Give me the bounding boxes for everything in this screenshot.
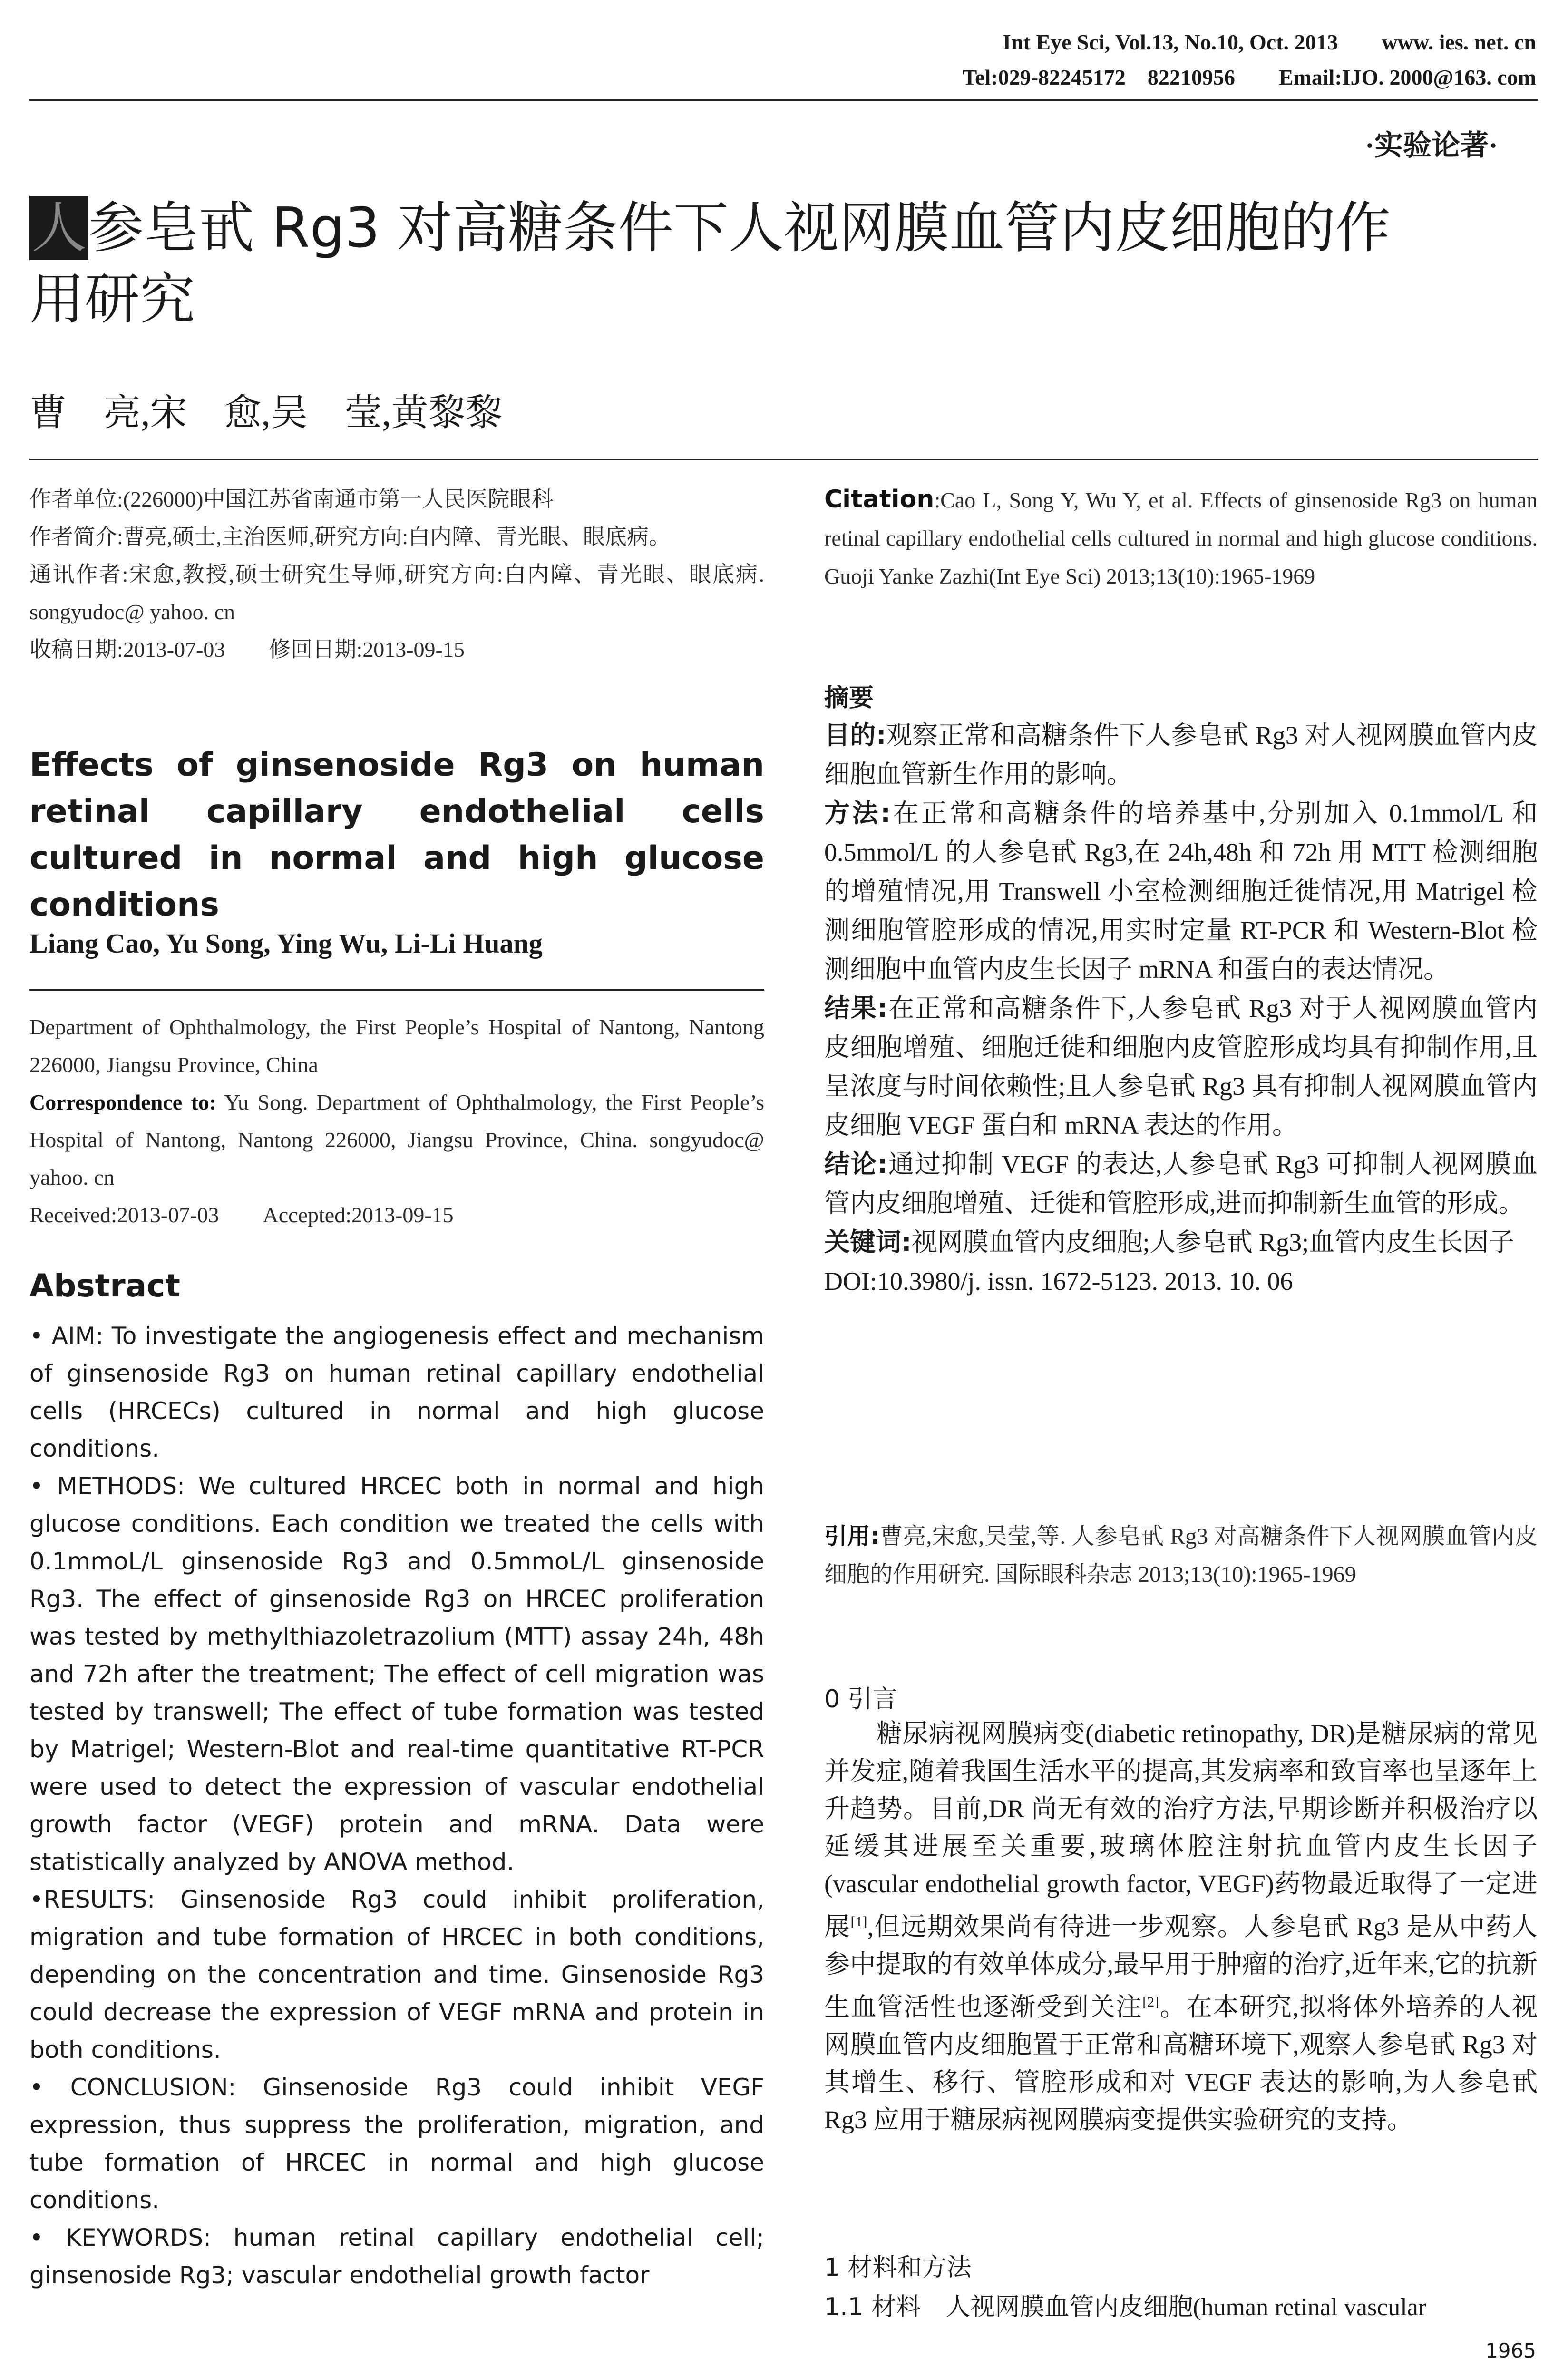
conclusion-text: 通过抑制 VEGF 的表达,人参皂甙 Rg3 可抑制人视网膜血管内皮细胞增殖、迁徙和管腔形成,进而抑制新生血管的形成。 [824,1150,1538,1218]
reference-2: [2] [1142,1994,1159,2010]
abstract-cn-conclusion [824,1145,1538,1223]
abstract-heading: Abstract [29,1267,180,1304]
reference-1: [1] [850,1914,867,1929]
authors-rule [29,459,1538,460]
purpose-text: 观察正常和高糖条件下人参皂甙 Rg3 对人视网膜血管内皮细胞血管新生作用的影响。 [824,721,1538,789]
abstract-cn-purpose [824,716,1538,794]
abstract-results: •RESULTS: Ginsenoside Rg3 could inhibit proliferation, migration and tube formation of HRCEC in both conditions, depending on the concentration and time. Ginsenoside Rg3 could decrease the expression of VEGF mRNA and protein in both conditions. [29,1886,764,2064]
keywords-label: 关键词: [824,1227,912,1257]
abstract-body [29,1317,764,2294]
citation-text: :Cao L, Song Y, Wu Y, et al. Effects of ginsenoside Rg3 on human retinal capillary endothelial cells cultured in normal and high glucose conditions. Guoji Yanke Zazhi(Int Eye Sci) 2013;13(10):1965-1969 [824,488,1538,588]
purpose-label: 目的: [824,720,886,750]
cn-info-dates: 收稿日期:2013-07-03 修回日期:2013-09-15 [29,637,465,662]
methods-heading: 1 材料和方法 [824,2253,972,2282]
title-cn [29,193,1551,335]
journal-header-line1: Int Eye Sci, Vol.13, No.10, Oct. 2013 www. ies. net. cn [1003,30,1536,54]
methods-text: 在正常和高糖条件的培养基中,分别加入 0.1mmol/L 和 0.5mmol/L 的人参皂甙 Rg3,在 24h,48h 和 72h 用 MTT 检测细胞的增殖情况,用 Transwell 小室检测细胞迁徙情况,用 Matrigel 检测细胞管腔形成的情况,用实时定量 RT-PCR 和 Western-Blot 检测细胞中血管内皮生长因子 mRNA 和蛋白的表达情况。 [824,799,1538,984]
abstract-cn-methods [824,794,1538,989]
cn-info-author: 作者简介:曹亮,硕士,主治医师,研究方向:白内障、青光眼、眼底病。 [29,525,671,549]
abstract-cn-heading: 摘要 [824,684,874,712]
abstract-conclusion: • CONCLUSION: Ginsenoside Rg3 could inhibit VEGF expression, thus suppress the proliferation, migration, and tube formation of HRCEC in normal and high glucose conditions. [29,2074,764,2214]
correspondence-label: Correspondence to: [29,1090,217,1114]
page-number: 1965 [1485,2339,1536,2362]
affiliation-block [29,1008,764,1234]
title-cn-line2: 用研究 [29,267,195,331]
authors-cn: 曹 亮,宋 愈,吴 莹,黄黎黎 [29,392,503,433]
cite-cn [824,1517,1538,1594]
section-label: ·实验论著· [1364,130,1498,161]
citation-label: Citation [824,485,935,514]
intro-text-2: ,但远期效果尚有待进一步观察。人参皂甙 Rg3 是从中药人参中提取的有效单体成分,最早用于肿瘤的治疗,近年来,它的抗新生血管活性也逐渐受到关注 [824,1912,1538,2021]
abstract-cn-body [824,716,1538,1301]
abstract-cn-results [824,989,1538,1145]
results-text: 在正常和高糖条件下,人参皂甙 Rg3 对于人视网膜血管内皮细胞增殖、细胞迁徙和细胞内皮管腔形成均具有抑制作用,且呈浓度与时间依赖性;且人参皂甙 Rg3 具有抑制人视网膜血管内皮细胞 VEGF 蛋白和 mRNA 表达的作用。 [824,994,1538,1140]
journal-header-line2: Tel:029-82245172 82210956 Email:IJO. 2000@163. com [962,65,1536,89]
materials-label: 1.1 材料 [824,2293,921,2321]
cn-info-correspondence: 通讯作者:宋愈,教授,硕士研究生导师,研究方向:白内障、青光眼、眼底病. songyudoc@ yahoo. cn [29,562,764,624]
results-label: 结果: [824,993,888,1023]
conclusion-label: 结论: [824,1149,888,1179]
correspondence-en [29,1083,764,1196]
abstract-methods: • METHODS: We cultured HRCEC both in normal and high glucose conditions. Each condition we treated the cells with 0.1mmoL/L ginsenoside Rg3 and 0.5mmoL/L ginsenoside Rg3. The effect of ginsenoside Rg3 on HRCEC proliferation was tested by methylthiazoletrazolium (MTT) assay 24h, 48h and 72h after the treatment; The effect of cell migration was tested by transwell; The effect of tube formation was tested by Matrigel; Western-Blot and real-time quantitative RT-PCR were used to detect the expression of vascular endothelial growth factor (VEGF) protein and mRNA. Data were statistically analyzed by ANOVA method. [29,1472,764,1876]
methods-label: 方法: [824,798,891,828]
abstract-keywords: • KEYWORDS: human retinal capillary endothelial cell; ginsenoside Rg3; vascular endothelial growth factor [29,2224,764,2289]
keywords-text: 视网膜血管内皮细胞;人参皂甙 Rg3;血管内皮生长因子 [911,1228,1515,1257]
doi: DOI:10.3980/j. issn. 1672-5123. 2013. 10. 06 [824,1267,1293,1296]
intro-heading: 0 引言 [824,1685,897,1714]
left-cn-info [29,480,764,668]
materials-line [824,2287,1538,2322]
intro-paragraph [824,1715,1538,2139]
abstract-aim: • AIM: To investigate the angiogenesis effect and mechanism of ginsenoside Rg3 on human retinal capillary endothelial cells (HRCECs) cultured in normal and high glucose conditions. [29,1322,764,1462]
title-first-char: 人 [29,196,88,260]
cn-info-affiliation: 作者单位:(226000)中国江苏省南通市第一人民医院眼科 [29,487,554,511]
abstract-cn-keywords [824,1223,1538,1262]
authors-en-rule [29,989,764,991]
title-en: Effects of ginsenoside Rg3 on human retinal capillary endothelial cells cultured in normal and high glucose conditions [29,746,764,924]
materials-text: 人视网膜血管内皮细胞(human retinal vascular [921,2294,1427,2321]
affiliation-en: Department of Ophthalmology, the First People’s Hospital of Nantong, Nantong 226000, Jiangsu Province, China [29,1015,764,1077]
authors-en: Liang Cao, Yu Song, Ying Wu, Li-Li Huang [29,928,543,959]
intro-text-1: 糖尿病视网膜病变(diabetic retinopathy, DR)是糖尿病的常见并发症,随着我国生活水平的提高,其发病率和致盲率也呈逐年上升趋势。目前,DR 尚无有效的治疗方法,早期诊断并积极治疗以延缓其进展至关重要,玻璃体腔注射抗血管内皮生长因子(vascular endothelial growth factor, VEGF)药物最近取得了一定进展 [824,1719,1538,1941]
intro-text-3: 。在本研究,拟将体外培养的人视网膜血管内皮细胞置于正常和高糖环境下,观察人参皂甙 Rg3 对其增生、移行、管腔形成和对 VEGF 表达的影响,为人参皂甙 Rg3 应用于糖尿病视网膜病变提供实验研究的支持。 [824,1993,1538,2134]
cite-cn-text: 曹亮,宋愈,吴莹,等. 人参皂甙 Rg3 对高糖条件下人视网膜血管内皮细胞的作用研究. 国际眼科杂志 2013;13(10):1965-1969 [824,1524,1538,1587]
header-rule [29,99,1538,101]
citation-en [824,480,1538,595]
correspondence-text: Yu Song. Department of Ophthalmology, the First People’s Hospital of Nantong, Nantong 226000, Jiangsu Province, China. songyudoc@ yahoo. cn [29,1090,765,1189]
received-accepted: Received:2013-07-03 Accepted:2013-09-15 [29,1203,454,1227]
title-cn-line1: 参皂甙 Rg3 对高糖条件下人视网膜血管内皮细胞的作 [88,196,1391,260]
cite-cn-label: 引用: [824,1523,880,1549]
